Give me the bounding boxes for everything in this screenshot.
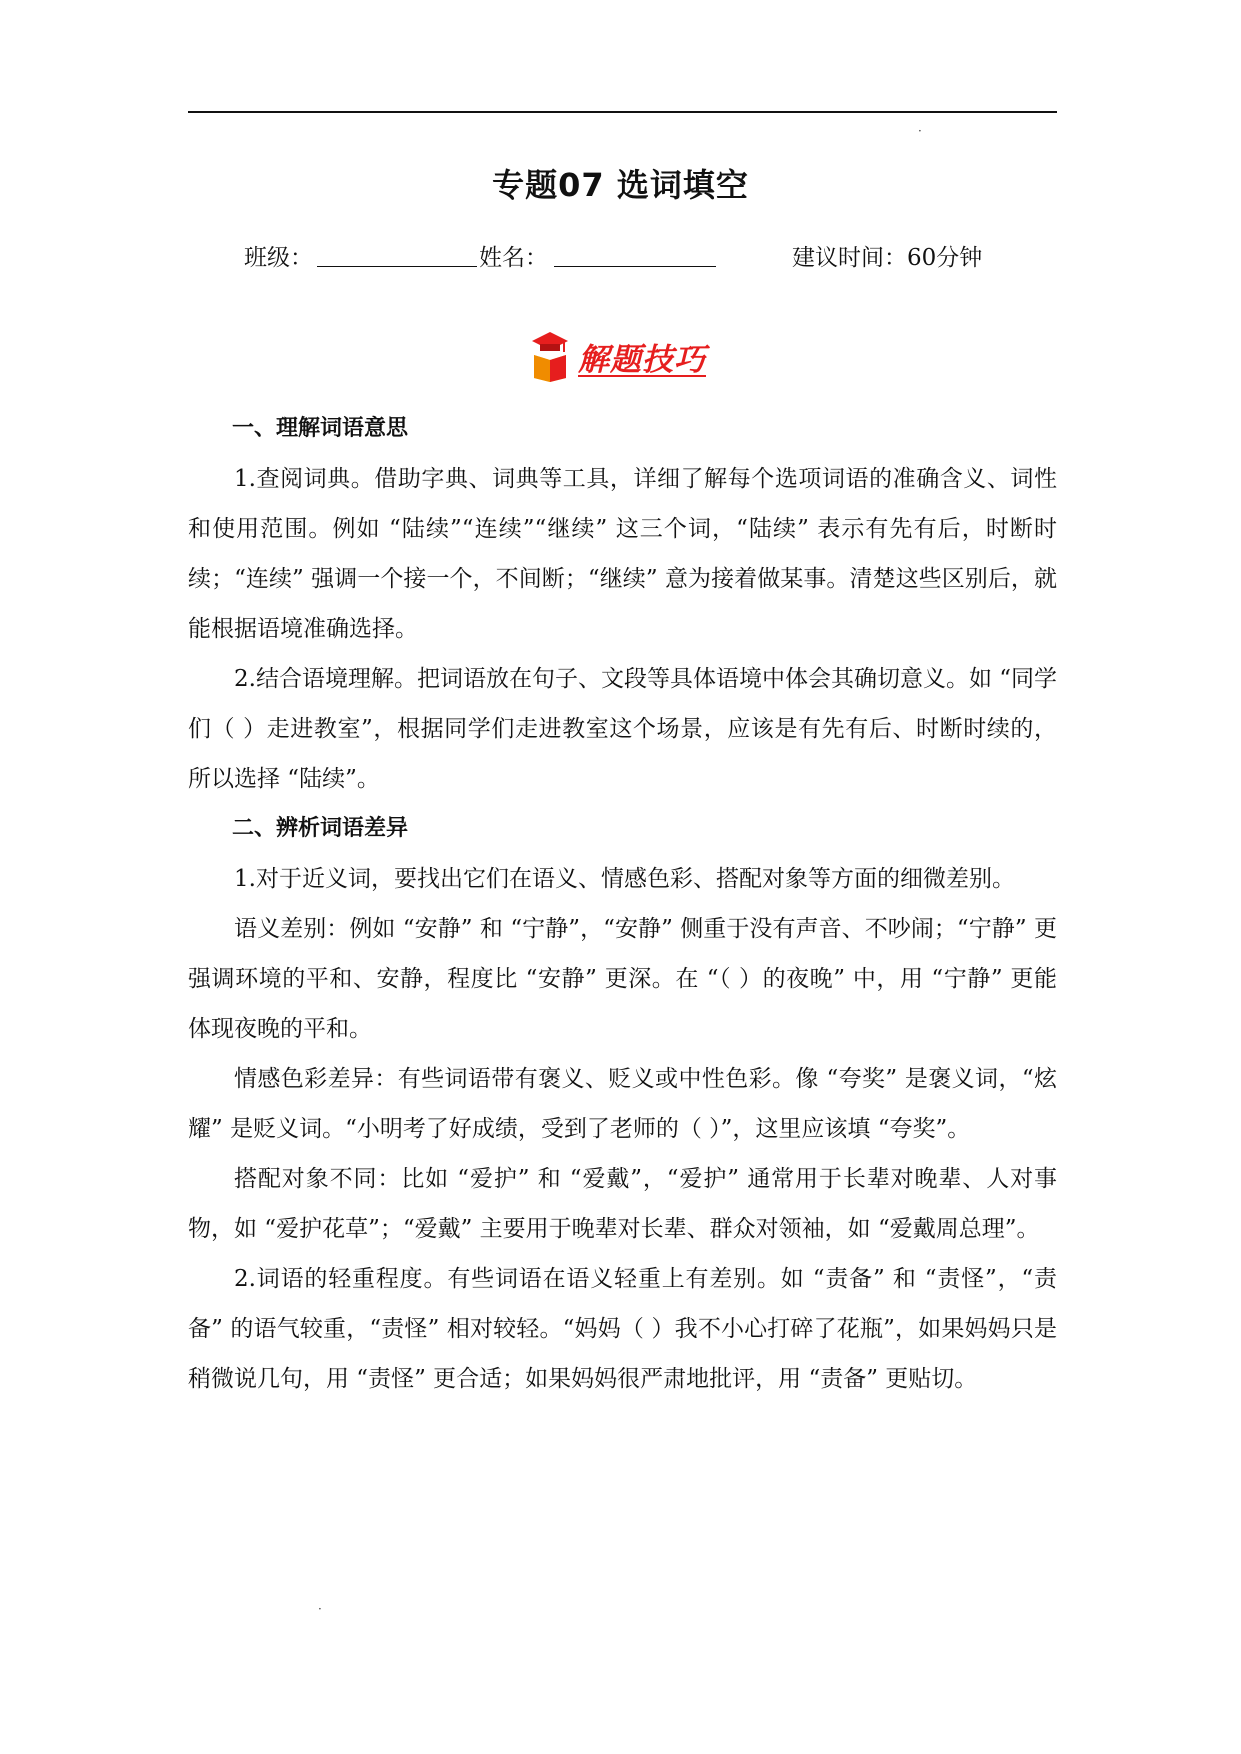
paragraph: 1.查阅词典。借助字典、词典等工具，详细了解每个选项词语的准确含义、词性和使用范围。例如 “陆续”“连续”“继续” 这三个词，“陆续” 表示有先有后，时断时续；“连续” 强调一个接一个，不间断；“继续” 意为接着做某事。清楚这些区别后，就能根据语境准确选择。 bbox=[188, 466, 1057, 642]
time-label: 建议时间：60分钟 bbox=[792, 245, 983, 271]
class-blank bbox=[317, 266, 477, 267]
class-label: 班级： bbox=[244, 245, 313, 271]
paragraph: 情感色彩差异：有些词语带有褒义、贬义或中性色彩。像 “夸奖” 是褒义词，“炫耀” 是贬义词。“小明考了好成绩，受到了老师的（ ）”，这里应该填 “夸奖”。 bbox=[188, 1066, 1057, 1142]
section-heading-1: 一、理解词语意思 bbox=[232, 416, 409, 441]
paragraph: 语义差别：例如 “安静” 和 “宁静”，“安静” 侧重于没有声音、不吵闹；“宁静” 更强调环境的平和、安静，程度比 “安静” 更深。在 “（ ）的夜晚” 中，用 “宁静” 更能体现夜晚的平和。 bbox=[188, 916, 1057, 1042]
header-rule bbox=[188, 111, 1057, 113]
paragraph: 2.词语的轻重程度。有些词语在语义轻重上有差别。如 “责备” 和 “责怪”，“责备” 的语气较重，“责怪” 相对较轻。“妈妈（ ）我不小心打碎了花瓶”，如果妈妈只是稍微说几句，用 “责怪” 更合适；如果妈妈很严肃地批评，用 “责备” 更贴切。 bbox=[188, 1266, 1057, 1392]
paragraph: 搭配对象不同：比如 “爱护” 和 “爱戴”，“爱护” 通常用于长辈对晚辈、人对事物，如 “爱护花草”；“爱戴” 主要用于晚辈对长辈、群众对领袖，如 “爱戴周总理”。 bbox=[188, 1166, 1057, 1242]
tips-badge bbox=[530, 328, 730, 384]
dot-mark: · bbox=[918, 124, 922, 138]
section-heading-2: 二、辨析词语差异 bbox=[232, 816, 409, 841]
page-title: 专题07 选词填空 bbox=[492, 166, 749, 204]
name-label: 姓名： bbox=[479, 245, 548, 271]
graduation-cap-book-icon bbox=[530, 330, 570, 382]
name-blank bbox=[554, 266, 716, 267]
info-line bbox=[244, 238, 1064, 278]
dot-mark: · bbox=[318, 1602, 322, 1616]
paragraph: 2.结合语境理解。把词语放在句子、文段等具体语境中体会其确切意义。如 “同学们（ ）走进教室”，根据同学们走进教室这个场景，应该是有先有后、时断时续的，所以选择 “陆续”。 bbox=[188, 666, 1058, 792]
tips-title: 解题技巧 bbox=[578, 341, 706, 378]
paragraph: 1.对于近义词，要找出它们在语义、情感色彩、搭配对象等方面的细微差别。 bbox=[234, 866, 1015, 892]
content bbox=[188, 404, 1057, 1404]
